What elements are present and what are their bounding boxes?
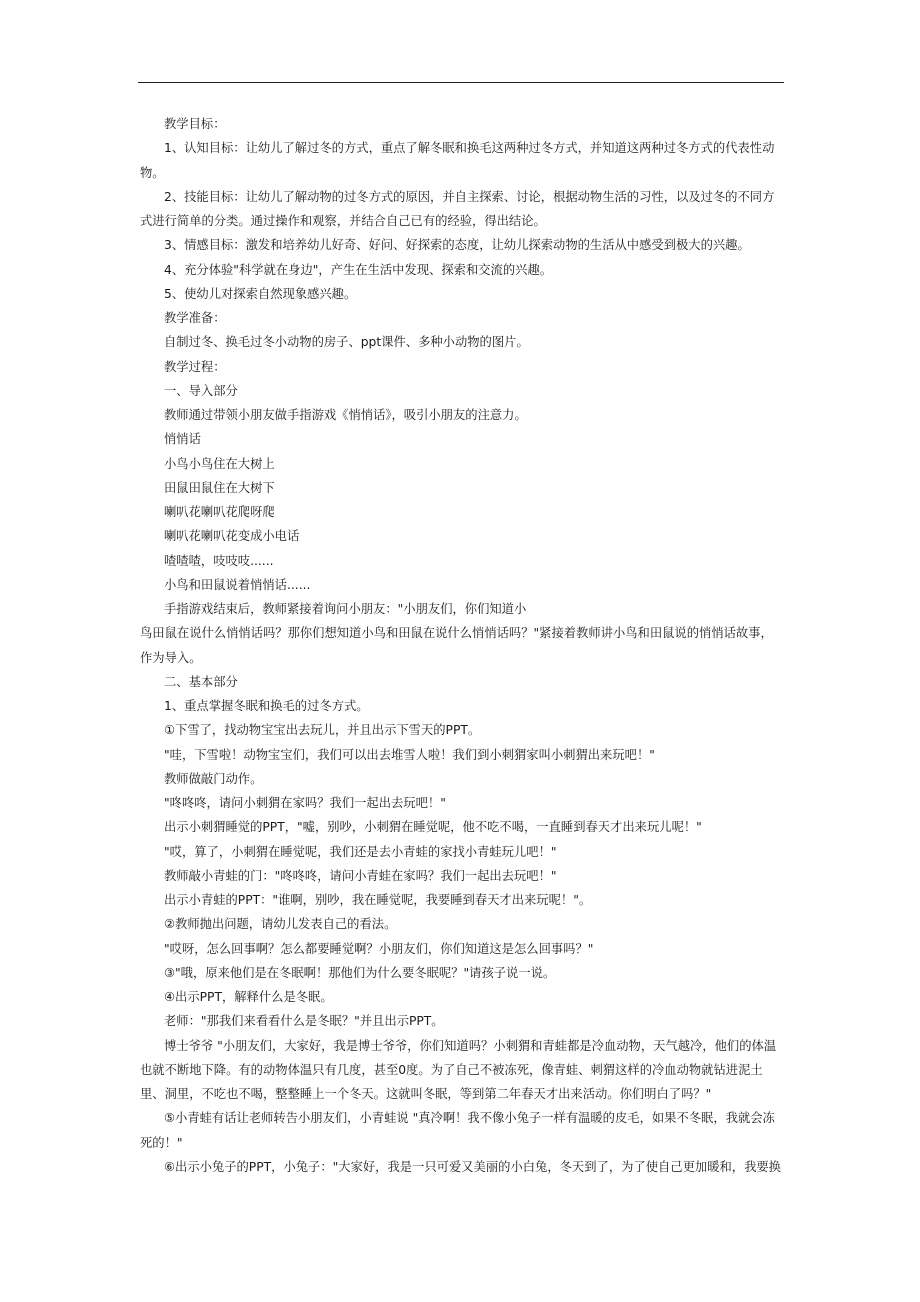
paragraph: 手指游戏结束后，教师紧接着询问小朋友："小朋友们，你们知道小 [164,602,527,616]
objective-2: 2、技能目标：让幼儿了解动物的过冬方式的原因，并自主探索、讨论，根据动物生活的习性，以及过冬的不同方式进行简单的分类。通过操作和观察，并结合自己已有的经验，得出结论。 [140,189,775,228]
rhyme-line: 小鸟小鸟住在大树上 [164,456,275,471]
heading-objectives: 教学目标： [164,117,226,131]
paragraph: "哎，算了，小刺猬在睡觉呢，我们还是去小青蛙的家找小青蛙玩儿吧！" [164,844,557,859]
objective-3: 3、情感目标：激发和培养幼儿好奇、好问、好探索的态度，让幼儿探索动物的生活从中感受到极大的兴趣。 [164,238,750,253]
rhyme-line: 喳喳喳，吱吱吱...... [164,553,274,568]
paragraph: ⑤小青蛙有话让老师转告小朋友们，小青蛙说 "真冷啊！我不像小兔子一样有温暖的皮毛，如果不冬眠，我就会冻死的！" [140,1111,775,1150]
paragraph: 1、重点掌握冬眠和换毛的过冬方式。 [164,699,369,713]
objective-4: 4、充分体验"科学就在身边"，产生在生活中发现、探索和交流的兴趣。 [164,262,553,277]
document-body [140,112,784,1179]
rhyme-title: 悄悄话 [164,432,201,447]
paragraph: ④出示PPT，解释什么是冬眠。 [164,990,333,1004]
rhyme-line: 田鼠田鼠住在大树下 [164,480,275,495]
paragraph: "咚咚咚，请问小刺猬在家吗？我们一起出去玩吧！" [164,796,446,810]
paragraph: "哎呀，怎么回事啊？怎么都要睡觉啊？小朋友们，你们知道这是怎么回事吗？" [164,941,594,956]
paragraph: 老师："那我们来看看什么是冬眠？"并且出示PPT。 [164,1014,444,1029]
rhyme-line: 喇叭花喇叭花爬呀爬 [164,505,275,519]
intro-text: 教师通过带领小朋友做手指游戏《悄悄话》，吸引小朋友的注意力。 [164,408,527,422]
paragraph: 鸟田鼠在说什么悄悄话吗？那你们想知道小鸟和田鼠在说什么悄悄话吗？"紧接着教师讲小鸟和田鼠说的悄悄话故事，作为导入。 [140,626,773,665]
paragraph: ⑥出示小兔子的PPT，小兔子："大家好，我是一只可爱又美丽的小白兔，冬天到了，为了使自己更加暖和，我要换 [164,1159,781,1174]
paragraph: ②教师抛出问题，请幼儿发表自己的看法。 [164,917,397,932]
objective-1: 1、认知目标：让幼儿了解过冬的方式，重点了解冬眠和换毛这两种过冬方式，并知道这两种过冬方式的代表性动物。 [140,141,775,180]
section-basic-heading: 二、基本部分 [164,674,238,689]
heading-process: 教学过程： [164,359,226,374]
paragraph: 出示小青蛙的PPT："谁啊，别吵，我在睡觉呢，我要睡到春天才出来玩呢！"。 [164,893,592,907]
rhyme-line: 小鸟和田鼠说着悄悄话...... [164,577,311,592]
section-intro-heading: 一、导入部分 [164,383,238,398]
paragraph: 教师做敲门动作。 [164,771,263,786]
heading-preparation: 教学准备： [164,311,226,325]
rhyme-line: 喇叭花喇叭花变成小电话 [164,529,300,544]
paragraph: 教师敲小青蛙的门："咚咚咚，请问小青蛙在家吗？我们一起出去玩吧！" [164,868,557,883]
objective-5: 5、使幼儿对探索自然现象感兴趣。 [164,286,357,301]
paragraph: 博士爷爷 "小朋友们，大家好，我是博士爷爷，你们知道吗？小刺猬和青蛙都是冷血动物，天气越冷，他们的体温也就不断地下降。有的动物体温只有几度，甚至0度。为了自己不被冻死，像青蛙、刺猬这样的冷血动物就钻进泥土里、洞里，不吃也不喝，整整睡上一个冬天。这就叫冬眠，等到第二年春天才出来活动。你们明白了吗？" [140,1038,777,1101]
paragraph: 出示小刺猬睡觉的PPT，"嘘，别吵，小刺猬在睡觉呢，他不吃不喝，一直睡到春天才出来玩儿呢！" [164,820,702,835]
preparation-text: 自制过冬、换毛过冬小动物的房子、ppt课件、多种小动物的图片。 [164,335,529,350]
header-rule [138,82,784,83]
paragraph: ③"哦，原来他们是在冬眠啊！那他们为什么要冬眠呢？"请孩子说一说。 [164,965,556,980]
paragraph: "哇，下雪啦！动物宝宝们，我们可以出去堆雪人啦！我们到小刺猬家叫小刺猬出来玩吧！" [164,747,655,762]
paragraph: ①下雪了，找动物宝宝出去玩儿，并且出示下雪天的PPT。 [164,723,481,738]
